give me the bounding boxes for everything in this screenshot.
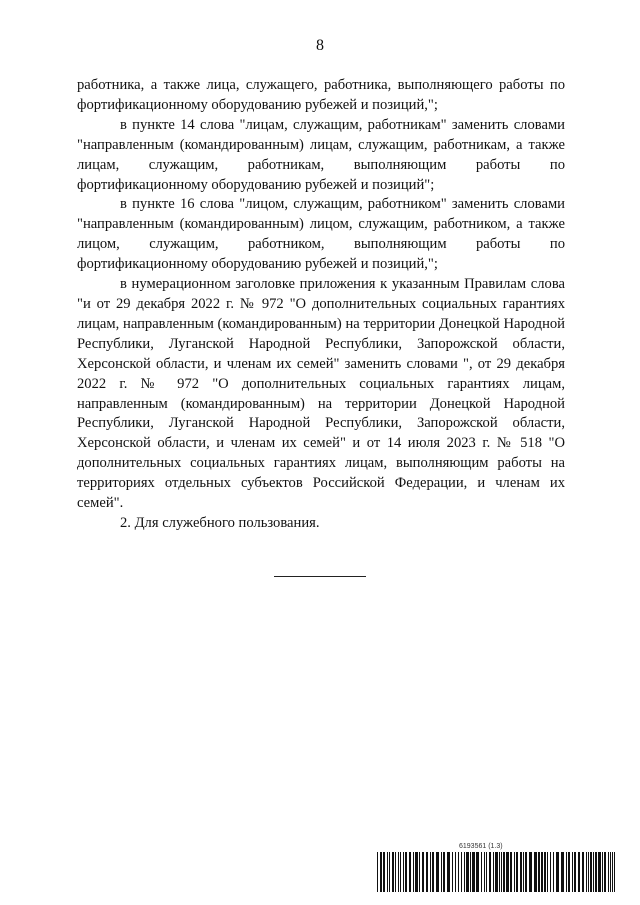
- paragraph-point-14: в пункте 14 слова "лицам, служащим, работникам" заменить словами "направленным (командированным) лицам, служащим, работникам, а также лицам, служащим, работникам, выполняющим работы по фортификационному оборудованию рубежей и позиций";: [77, 116, 565, 193]
- barcode-icon: [377, 852, 619, 892]
- page-number: 8: [316, 37, 324, 54]
- paragraph-official-use: 2. Для служебного пользования.: [120, 514, 320, 531]
- paragraph-appendix-heading: в нумерационном заголовке приложения к указанным Правилам слова "и от 29 декабря 2022 г. № 972 "О дополнительных социальных гарантиях лицам, направленным (командированным) на территории Донецкой Народной Республики, Луганской Народной Республики, Запорожской области, Херсонской области, и членам их семей" заменить словами ", от 29 декабря 2022 г. № 972 "О дополнительных социальных гарантиях лицам, направленным (командированным) на территории Донецкой Народной Республики, Луганской Народной Республики, Запорожской области, Херсонской области, и членам их семей" и от 14 июля 2023 г. № 518 "О дополнительных социальных гарантиях лицам, выполняющим работы на территориях отдельных субъектов Российской Федерации, и членам их семей".: [77, 276, 565, 512]
- barcode-label: 6193561 (1.3): [459, 843, 503, 850]
- closing-separator-line: [274, 576, 366, 577]
- document-body: [77, 76, 565, 534]
- paragraph-continuation: работника, а также лица, служащего, работника, выполняющего работы по фортификационному оборудованию рубежей и позиций,";: [77, 77, 565, 113]
- document-barcode-block: [377, 843, 619, 893]
- paragraph-point-16: в пункте 16 слова "лицом, служащим, работником" заменить словами "направленным (командированным) лицом, служащим, работником, а также лицом, служащим, работником, выполняющим работы по фортификационному оборудованию рубежей и позиций,";: [77, 196, 565, 273]
